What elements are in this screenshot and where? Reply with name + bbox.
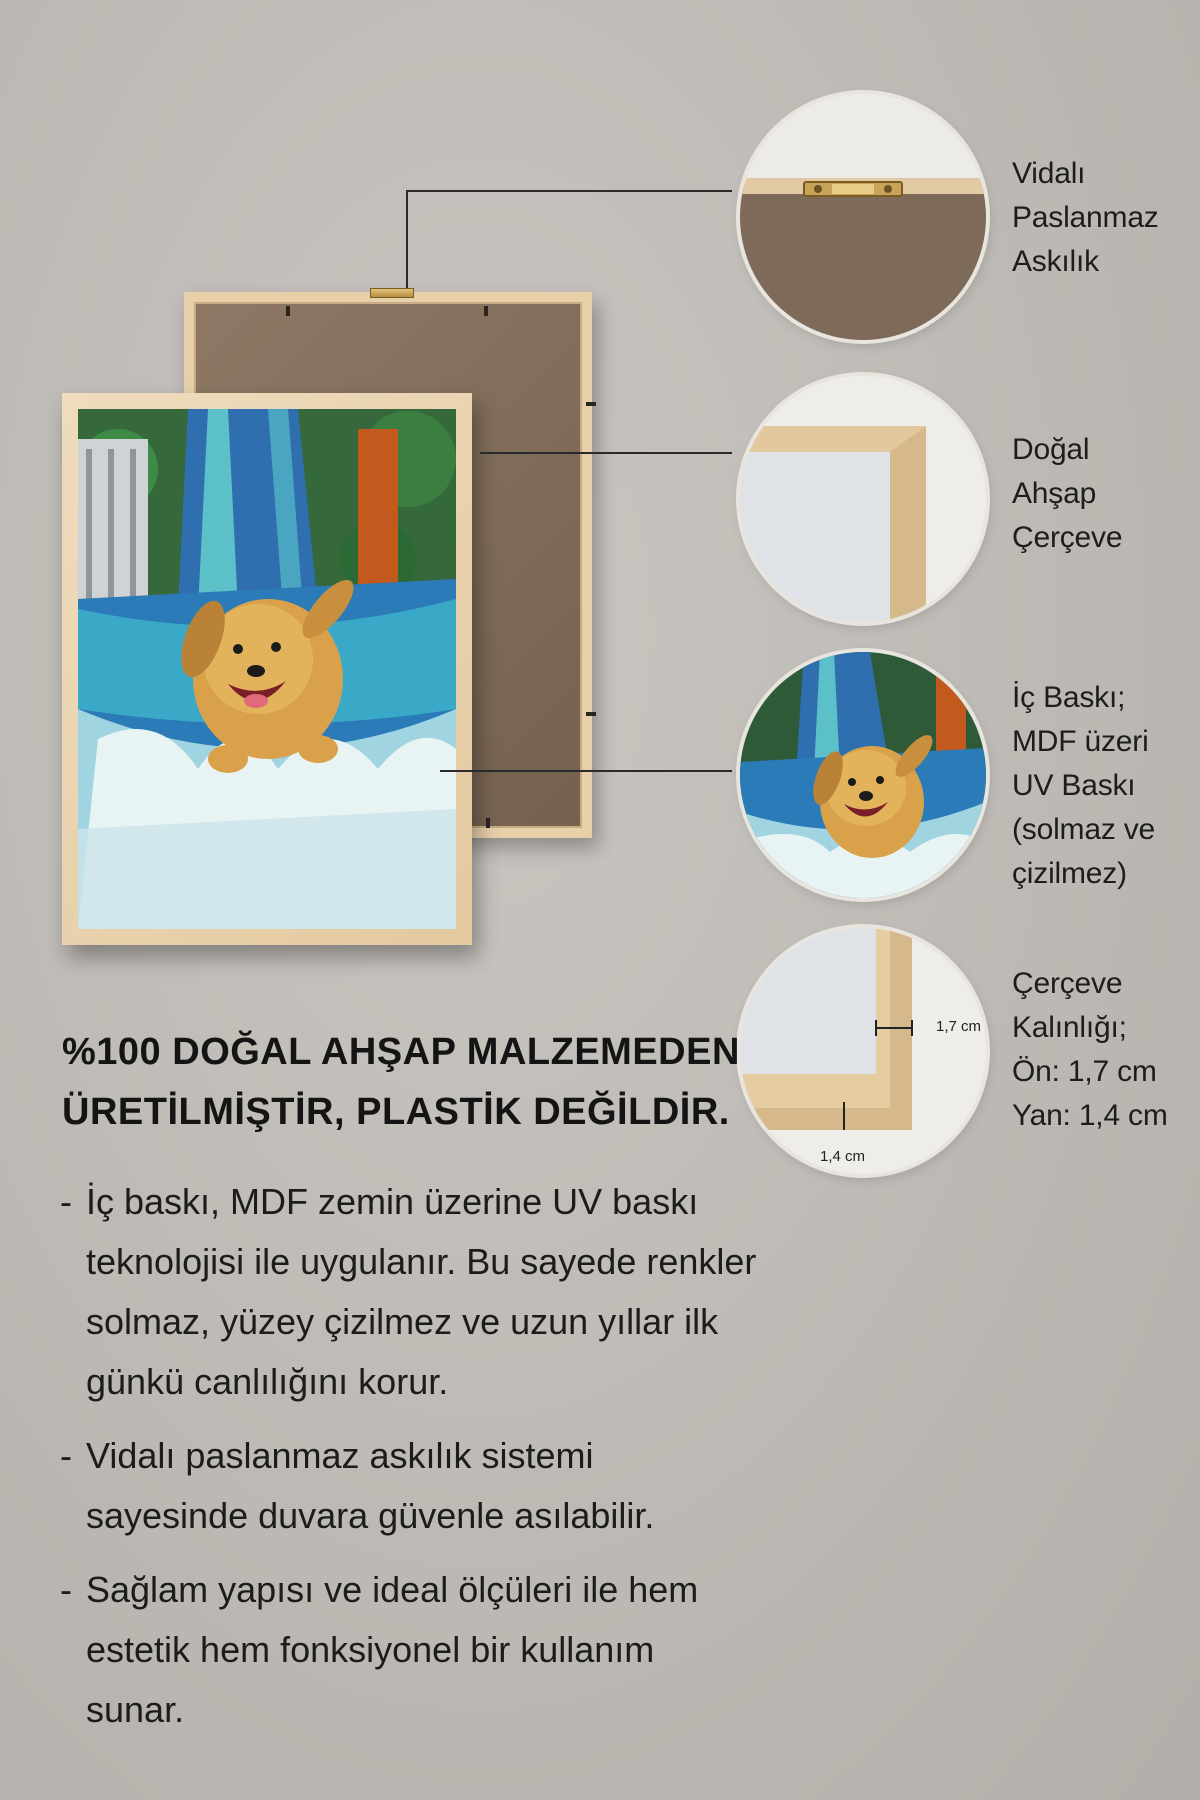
dog-painting-icon bbox=[78, 409, 456, 929]
feature-item: - Sağlam yapısı ve ideal ölçüleri ile hem estetik hem fonksiyonel bir kullanım sunar. bbox=[58, 1560, 778, 1740]
hanger-detail-circle bbox=[740, 94, 986, 340]
back-clip bbox=[286, 306, 290, 316]
feature-item: - İç baskı, MDF zemin üzerine UV baskı teknolojisi ile uygulanır. Bu sayede renkler solmaz, yüzey çizilmez ve uzun yıllar ilk günkü canlılığını korur. bbox=[58, 1172, 778, 1412]
thickness-detail-circle bbox=[740, 928, 986, 1174]
feature-item: - Vidalı paslanmaz askılık sistemi sayesinde duvara güvenle asılabilir. bbox=[58, 1426, 778, 1546]
dog-print-icon bbox=[740, 652, 986, 898]
back-clip bbox=[586, 402, 596, 406]
front-thickness-label: 1,7 cm bbox=[936, 1018, 982, 1035]
connector-line bbox=[406, 190, 732, 192]
bullet-dash: - bbox=[60, 1569, 72, 1610]
hanger-detail-icon bbox=[740, 94, 986, 340]
thickness-label: Çerçeve Kalınlığı; Ön: 1,7 cm Yan: 1,4 cm bbox=[1012, 967, 1168, 1132]
wood-corner-icon bbox=[740, 376, 986, 622]
back-clip bbox=[484, 306, 488, 316]
headline bbox=[62, 1022, 762, 1142]
wood-frame-label: Doğal Ahşap Çerçeve bbox=[1012, 433, 1123, 554]
headline-line: ÜRETİLMİŞTİR, PLASTİK DEĞİLDİR. bbox=[62, 1091, 730, 1133]
bullet-dash: - bbox=[60, 1181, 72, 1222]
dog-artwork bbox=[78, 409, 456, 929]
feature-list bbox=[58, 1172, 778, 1754]
side-thickness-label: 1,4 cm bbox=[820, 1148, 866, 1165]
print-detail-circle bbox=[740, 652, 986, 898]
hanger-icon bbox=[370, 288, 414, 298]
headline-line: %100 DOĞAL AHŞAP MALZEMEDEN bbox=[62, 1031, 740, 1073]
print-label: İç Baskı; MDF üzeri UV Baskı (solmaz ve çizilmez) bbox=[1012, 681, 1156, 890]
frame-thickness-icon bbox=[740, 928, 986, 1174]
connector-line bbox=[440, 770, 732, 772]
frame-front-view bbox=[62, 393, 472, 945]
hanger-label: Vidalı Paslanmaz Askılık bbox=[1012, 157, 1159, 278]
back-clip bbox=[586, 712, 596, 716]
connector-line bbox=[480, 452, 732, 454]
connector-line bbox=[406, 190, 408, 288]
back-clip bbox=[486, 818, 490, 828]
wood-frame-detail-circle bbox=[740, 376, 986, 622]
bullet-dash: - bbox=[60, 1435, 72, 1476]
